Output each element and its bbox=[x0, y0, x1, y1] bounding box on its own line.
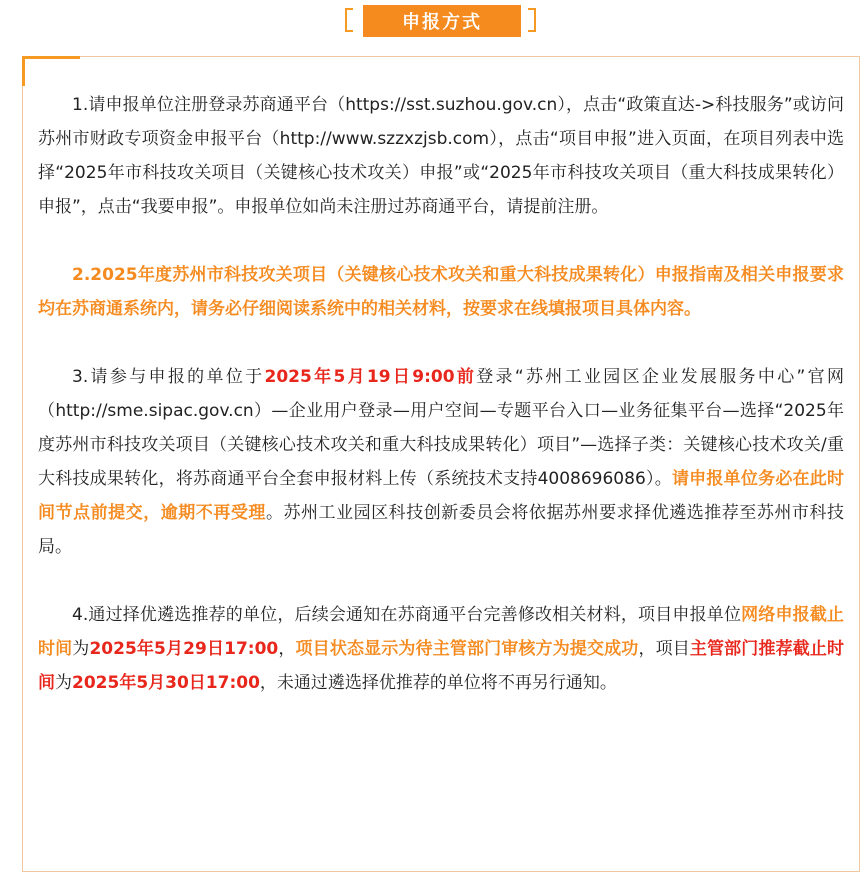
paragraph-3-part-3: 登录“苏州工业园区企业发展服务中心”官网（http://sme.sipac.gov.cn）—企业用户登录—用户空间—专题平台入口—业务征集平台—选择“2025年度苏州市科技攻关项目（关键核心技术攻关和重大科技成果转化）项目”—选择子类：关键核心技术攻关/重大科技成果转化，将苏商通平台全套申报材料上传（系统技术支持4008696086）。 bbox=[38, 367, 844, 489]
paragraph-4-part-11: ，未通过遴选择优推荐的单位将不再另行通知。 bbox=[259, 673, 617, 693]
paragraph-1 bbox=[38, 88, 844, 224]
submission-success-note: 项目状态显示为待主管部门审核方为提交成功 bbox=[295, 639, 639, 659]
recommend-deadline-date: 2025年5月30日17:00 bbox=[72, 673, 260, 693]
paragraph-4-part-1: 4.通过择优遴选推荐的单位，后续会通知在苏商通平台完善修改相关材料，项目申报单位 bbox=[72, 605, 742, 625]
paragraph-3-part-1: 3.请参与申报的单位于 bbox=[72, 367, 265, 387]
online-deadline-label: 网络申报截止时间 bbox=[38, 605, 845, 659]
online-deadline-date: 2025年5月29日17:00 bbox=[89, 639, 279, 659]
left-bracket-decoration bbox=[345, 8, 353, 32]
corner-decoration bbox=[22, 56, 80, 86]
section-header bbox=[0, 0, 867, 44]
paragraph-2 bbox=[38, 258, 844, 326]
paragraph-3 bbox=[38, 360, 844, 564]
paragraph-4 bbox=[38, 598, 844, 700]
deadline-submit-highlight: 2025年5月19日9:00前 bbox=[264, 367, 477, 387]
paragraph-4-part-3: 为 bbox=[72, 639, 90, 659]
paragraph-4-part-7: ，项目 bbox=[638, 639, 690, 659]
paragraph-1-text: 1.请申报单位注册登录苏商通平台（https://sst.suzhou.gov.cn），点击“政策直达->科技服务”或访问苏州市财政专项资金申报平台（http://www.szzxzjsb.com），点击“项目申报”进入页面，在项目列表中选择“2025年市科技攻关项目（关键核心技术攻关）申报”或“2025年市科技攻关项目（重大科技成果转化）申报”，点击“我要申报”。申报单位如尚未注册过苏商通平台，请提前注册。 bbox=[38, 95, 844, 217]
paragraph-4-part-5: ， bbox=[278, 639, 296, 659]
late-notice-highlight: 请申报单位务必在此时间节点前提交，逾期不再受理 bbox=[38, 469, 845, 523]
section-title: 申报方式 bbox=[363, 5, 521, 37]
paragraph-3-part-5: 。苏州工业园区科技创新委员会将依据苏州要求择优遴选推荐至苏州市科技局。 bbox=[38, 503, 845, 557]
paragraph-4-part-9: 为 bbox=[55, 673, 72, 693]
paragraph-2-text: 2.2025年度苏州市科技攻关项目（关键核心技术攻关和重大科技成果转化）申报指南及相关申报要求均在苏商通系统内，请务必仔细阅读系统中的相关材料，按要求在线填报项目具体内容。 bbox=[38, 265, 844, 319]
recommend-deadline-label: 主管部门推荐截止时间 bbox=[38, 639, 845, 693]
right-bracket-decoration bbox=[528, 8, 536, 32]
article-body bbox=[38, 88, 844, 734]
